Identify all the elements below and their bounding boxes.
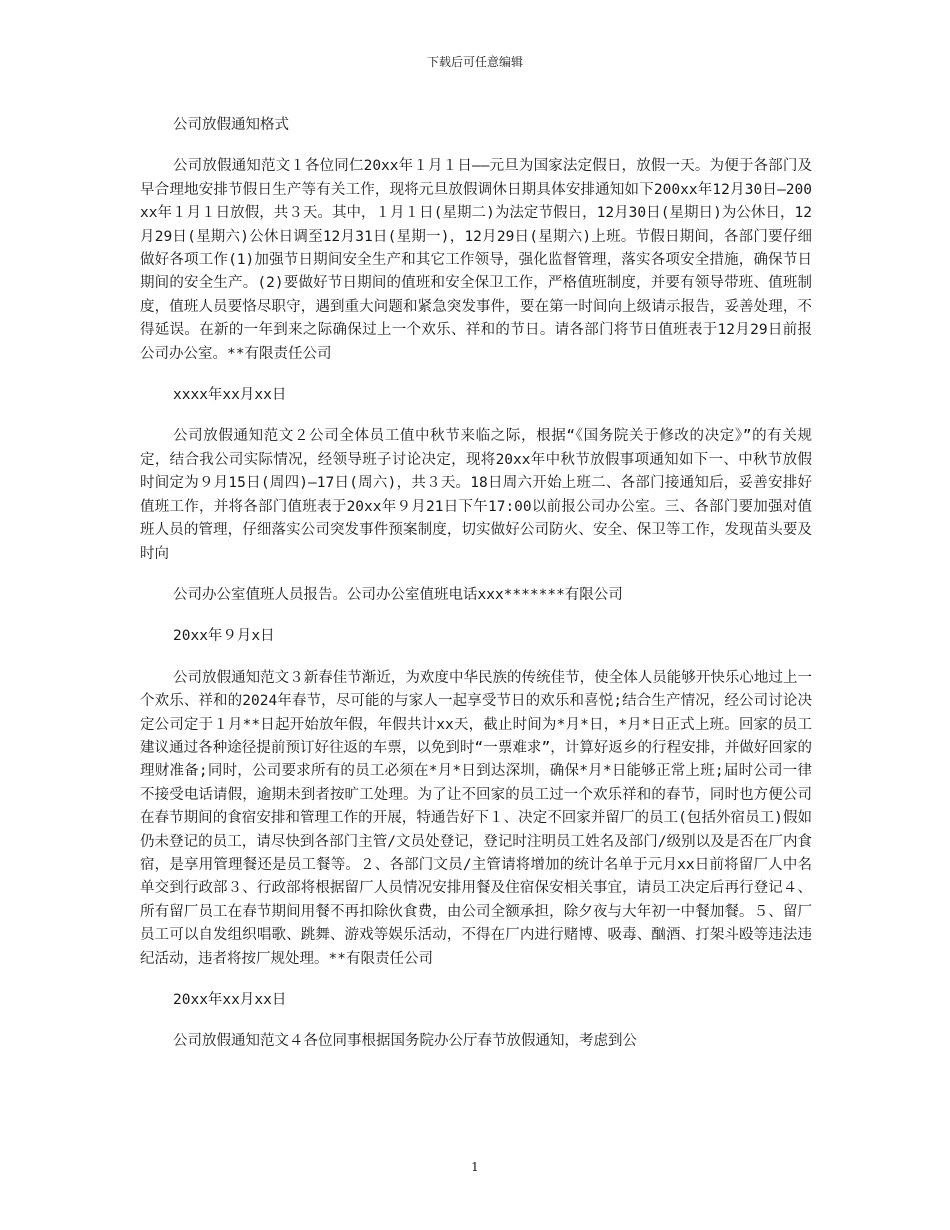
document-body (140, 114, 812, 1072)
date-line-2: 20xx年９月x日 (173, 628, 275, 645)
paragraph-notice-3: 公司放假通知范文３新春佳节渐近，为欢度中华民族的传统佳节，使全体人员能够开快乐心地过上一个欢乐、祥和的2024年春节，尽可能的与家人一起享受节日的欢乐和喜悦;结合生产情况，经公司讨论决定公司定于１月**日起开始放年假，年假共计xx天，截止时间为*月*日，*月*日正式上班。回家的员工建议通过各种途径提前预订好往返的车票，以免到时“一票难求”，计算好返乡的行程安排，并做好回家的理财准备;同时，公司要求所有的员工必须在*月*日到达深圳，确保*月*日能够正常上班;届时公司一律不接受电话请假，逾期未到者按旷工处理。为了让不回家的员工过一个欢乐祥和的春节，同时也方便公司在春节期间的食宿安排和管理工作的开展，特通告好下１、决定不回家并留厂的员工(包括外宿员工)假如仍未登记的员工，请尽快到各部门主管/文员处登记，登记时注明员工姓名及部门/级别以及是否在厂内食宿，是享用管理餐还是员工餐等。２、各部门文员/主管请将增加的统计名单于元月xx日前将留厂人中名单交到行政部３、行政部将根据留厂人员情况安排用餐及住宿保安相关事宜，请员工决定后再行登记４、所有留厂员工在春节期间用餐不再扣除伙食费，由公司全额承担，除夕夜与大年初一中餐加餐。５、留厂员工可以自发组织唱歌、跳舞、游戏等娱乐活动，不得在厂内进行赌博、吸毒、酗酒、打架斗殴等违法违纪活动，违者将按厂规处理。**有限责任公司 (140, 669, 812, 967)
paragraph-notice-4: 公司放假通知范文４各位同事根据国务院办公厅春节放假通知，考虑到公 (173, 1033, 637, 1050)
paragraph-phone: 公司办公室值班人员报告。公司办公室值班电话xxx*******有限公司 (173, 586, 623, 603)
document-title: 公司放假通知格式 (173, 117, 289, 133)
date-line-1: xxxx年xx月xx日 (173, 387, 287, 404)
page-header: 下载后可任意编辑 (426, 55, 523, 69)
paragraph-notice-1: 公司放假通知范文１各位同仁20xx年１月１日——元旦为国家法定假日，放假一天。为便于各部门及早合理地安排节假日生产等有关工作，现将元旦放假调休日期具体安排通知如下200xx年12月30日—200xx年１月１日放假，共３天。其中，１月１日(星期二)为法定节假日，12月30日(星期日)为公休日，12月29日(星期六)公休日调至12月31日(星期一)，12月29日(星期六)上班。节假日期间，各部门要仔细做好各项工作(1)加强节日期间安全生产和其它工作领导，强化监督管理，落实各项安全措施，确保节日期间的安全生产。(2)要做好节日期间的值班和安全保卫工作，严格值班制度，并要有领导带班、值班制度，值班人员要恪尽职守，遇到重大问题和紧急突发事件，要在第一时间向上级请示报告，妥善处理，不得延误。在新的一年到来之际确保过上一个欢乐、祥和的节日。请各部门将节日值班表于12月29日前报公司办公室。**有限责任公司 (140, 158, 812, 362)
date-line-3: 20xx年xx月xx日 (173, 992, 287, 1008)
page-number: 1 (471, 1160, 479, 1174)
paragraph-notice-2: 公司放假通知范文２公司全体员工值中秋节来临之际，根据“《国务院关于修改的决定》”的有关规定，结合我公司实际情况，经领导班子讨论决定，现将20xx年中秋节放假事项通知如下一、中秋节放假时间定为９月15日(周四)—17日(周六)，共３天。18日周六开始上班二、各部门接通知后，妥善安排好值班工作，并将各部门值班表于20xx年９月21日下午17:00以前报公司办公室。三、各部门要加强对值班人员的管理，仔细落实公司突发事件预案制度，切实做好公司防火、安全、保卫等工作，发现苗头要及时向 (140, 428, 812, 562)
